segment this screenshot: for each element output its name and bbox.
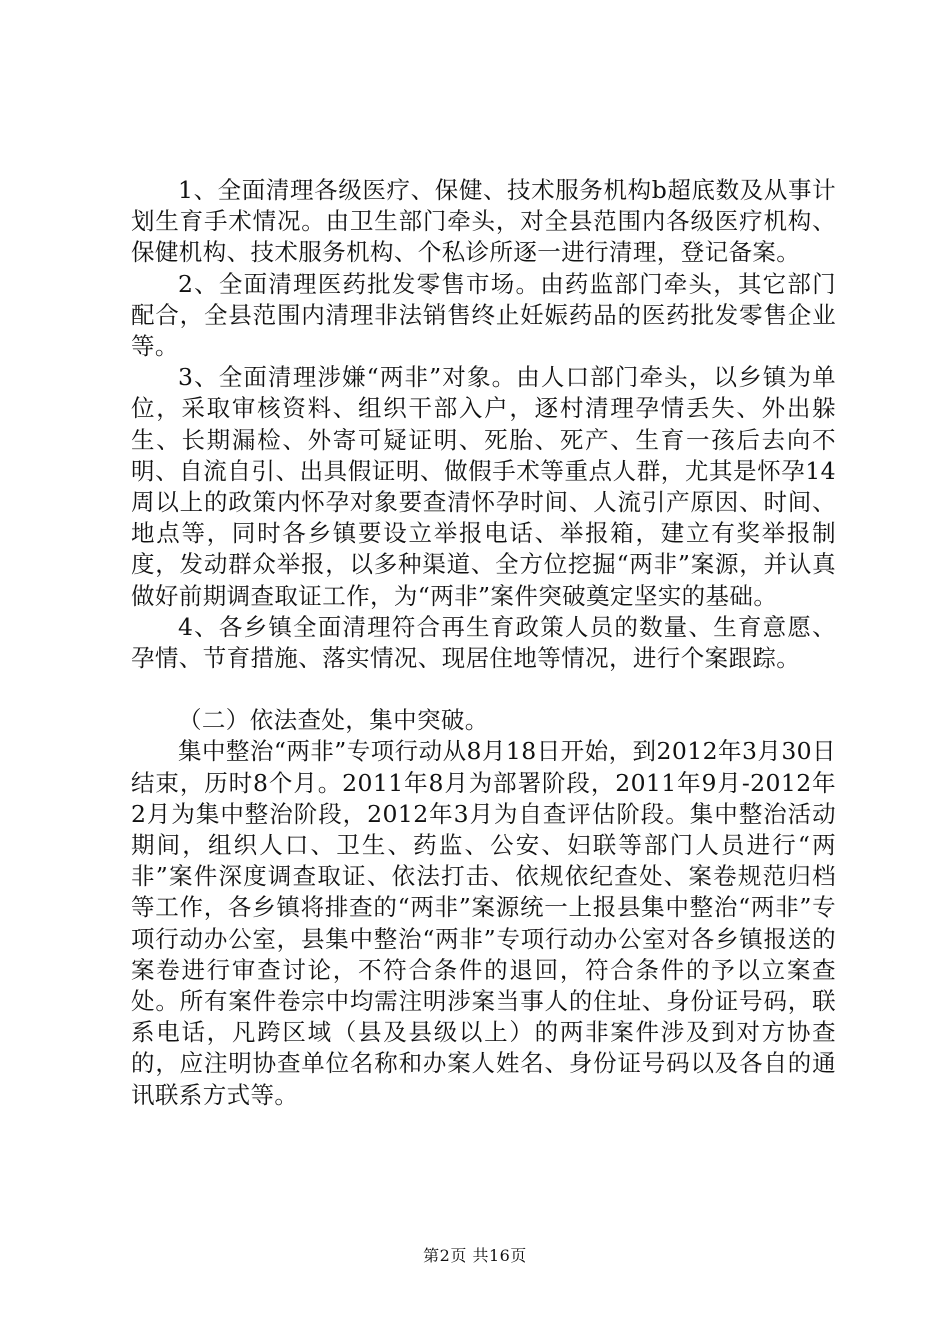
paragraph-spacer bbox=[131, 674, 836, 705]
paragraph-item-4: 4、各乡镇全面清理符合再生育政策人员的数量、生育意愿、孕情、节育措施、落实情况、现居住地等情况，进行个案跟踪。 bbox=[131, 612, 836, 673]
paragraph-item-1: 1、全面清理各级医疗、保健、技术服务机构b超底数及从事计划生育手术情况。由卫生部门牵头，对全县范围内各级医疗机构、保健机构、技术服务机构、个私诊所逐一进行清理，登记备案。 bbox=[131, 176, 836, 267]
paragraph-item-3: 3、全面清理涉嫌“两非”对象。由人口部门牵头，以乡镇为单位，采取审核资料、组织干部入户，逐村清理孕情丢失、外出躲生、长期漏检、外寄可疑证明、死胎、死产、生育一孩后去向不明、自流自引、出具假证明、做假手术等重点人群，尤其是怀孕14周以上的政策内怀孕对象要查清怀孕时间、人流引产原因、时间、地点等，同时各乡镇要设立举报电话、举报箱，建立有奖举报制度，发动群众举报，以多种渠道、全方位挖掘“两非”案源，并认真做好前期调查取证工作，为“两非”案件突破奠定坚实的基础。 bbox=[131, 363, 836, 610]
section-heading: （二）依法查处，集中突破。 bbox=[178, 706, 489, 735]
page-number-footer: 第2页 共16页 bbox=[423, 1246, 527, 1265]
paragraph-item-2: 2、全面清理医药批发零售市场。由药监部门牵头，其它部门配合，全县范围内清理非法销售终止妊娠药品的医药批发零售企业等。 bbox=[131, 269, 836, 361]
paragraph-item-5: 集中整治“两非”专项行动从8月18日开始，到2012年3月30日结束，历时8个月。2011年8月为部署阶段，2011年9月-2012年2月为集中整治阶段，2012年3月为自查评估阶段。集中整治活动期间，组织人口、卫生、药监、公安、妇联等部门人员进行“两非”案件深度调查取证、依法打击、依规依纪查处、案卷规范归档等工作，各乡镇将排查的“两非”案源统一上报县集中整治“两非”专项行动办公室，县集中整治“两非”专项行动办公室对各乡镇报送的案卷进行审查讨论，不符合条件的退回，符合条件的予以立案查处。所有案件卷宗中均需注明涉案当事人的住址、身份证号码，联系电话，凡跨区域（县及县级以上）的两非案件涉及到对方协查的，应注明协查单位名称和办案人姓名、身份证号码以及各自的通讯联系方式等。 bbox=[131, 737, 836, 1109]
document-body bbox=[131, 175, 836, 1111]
